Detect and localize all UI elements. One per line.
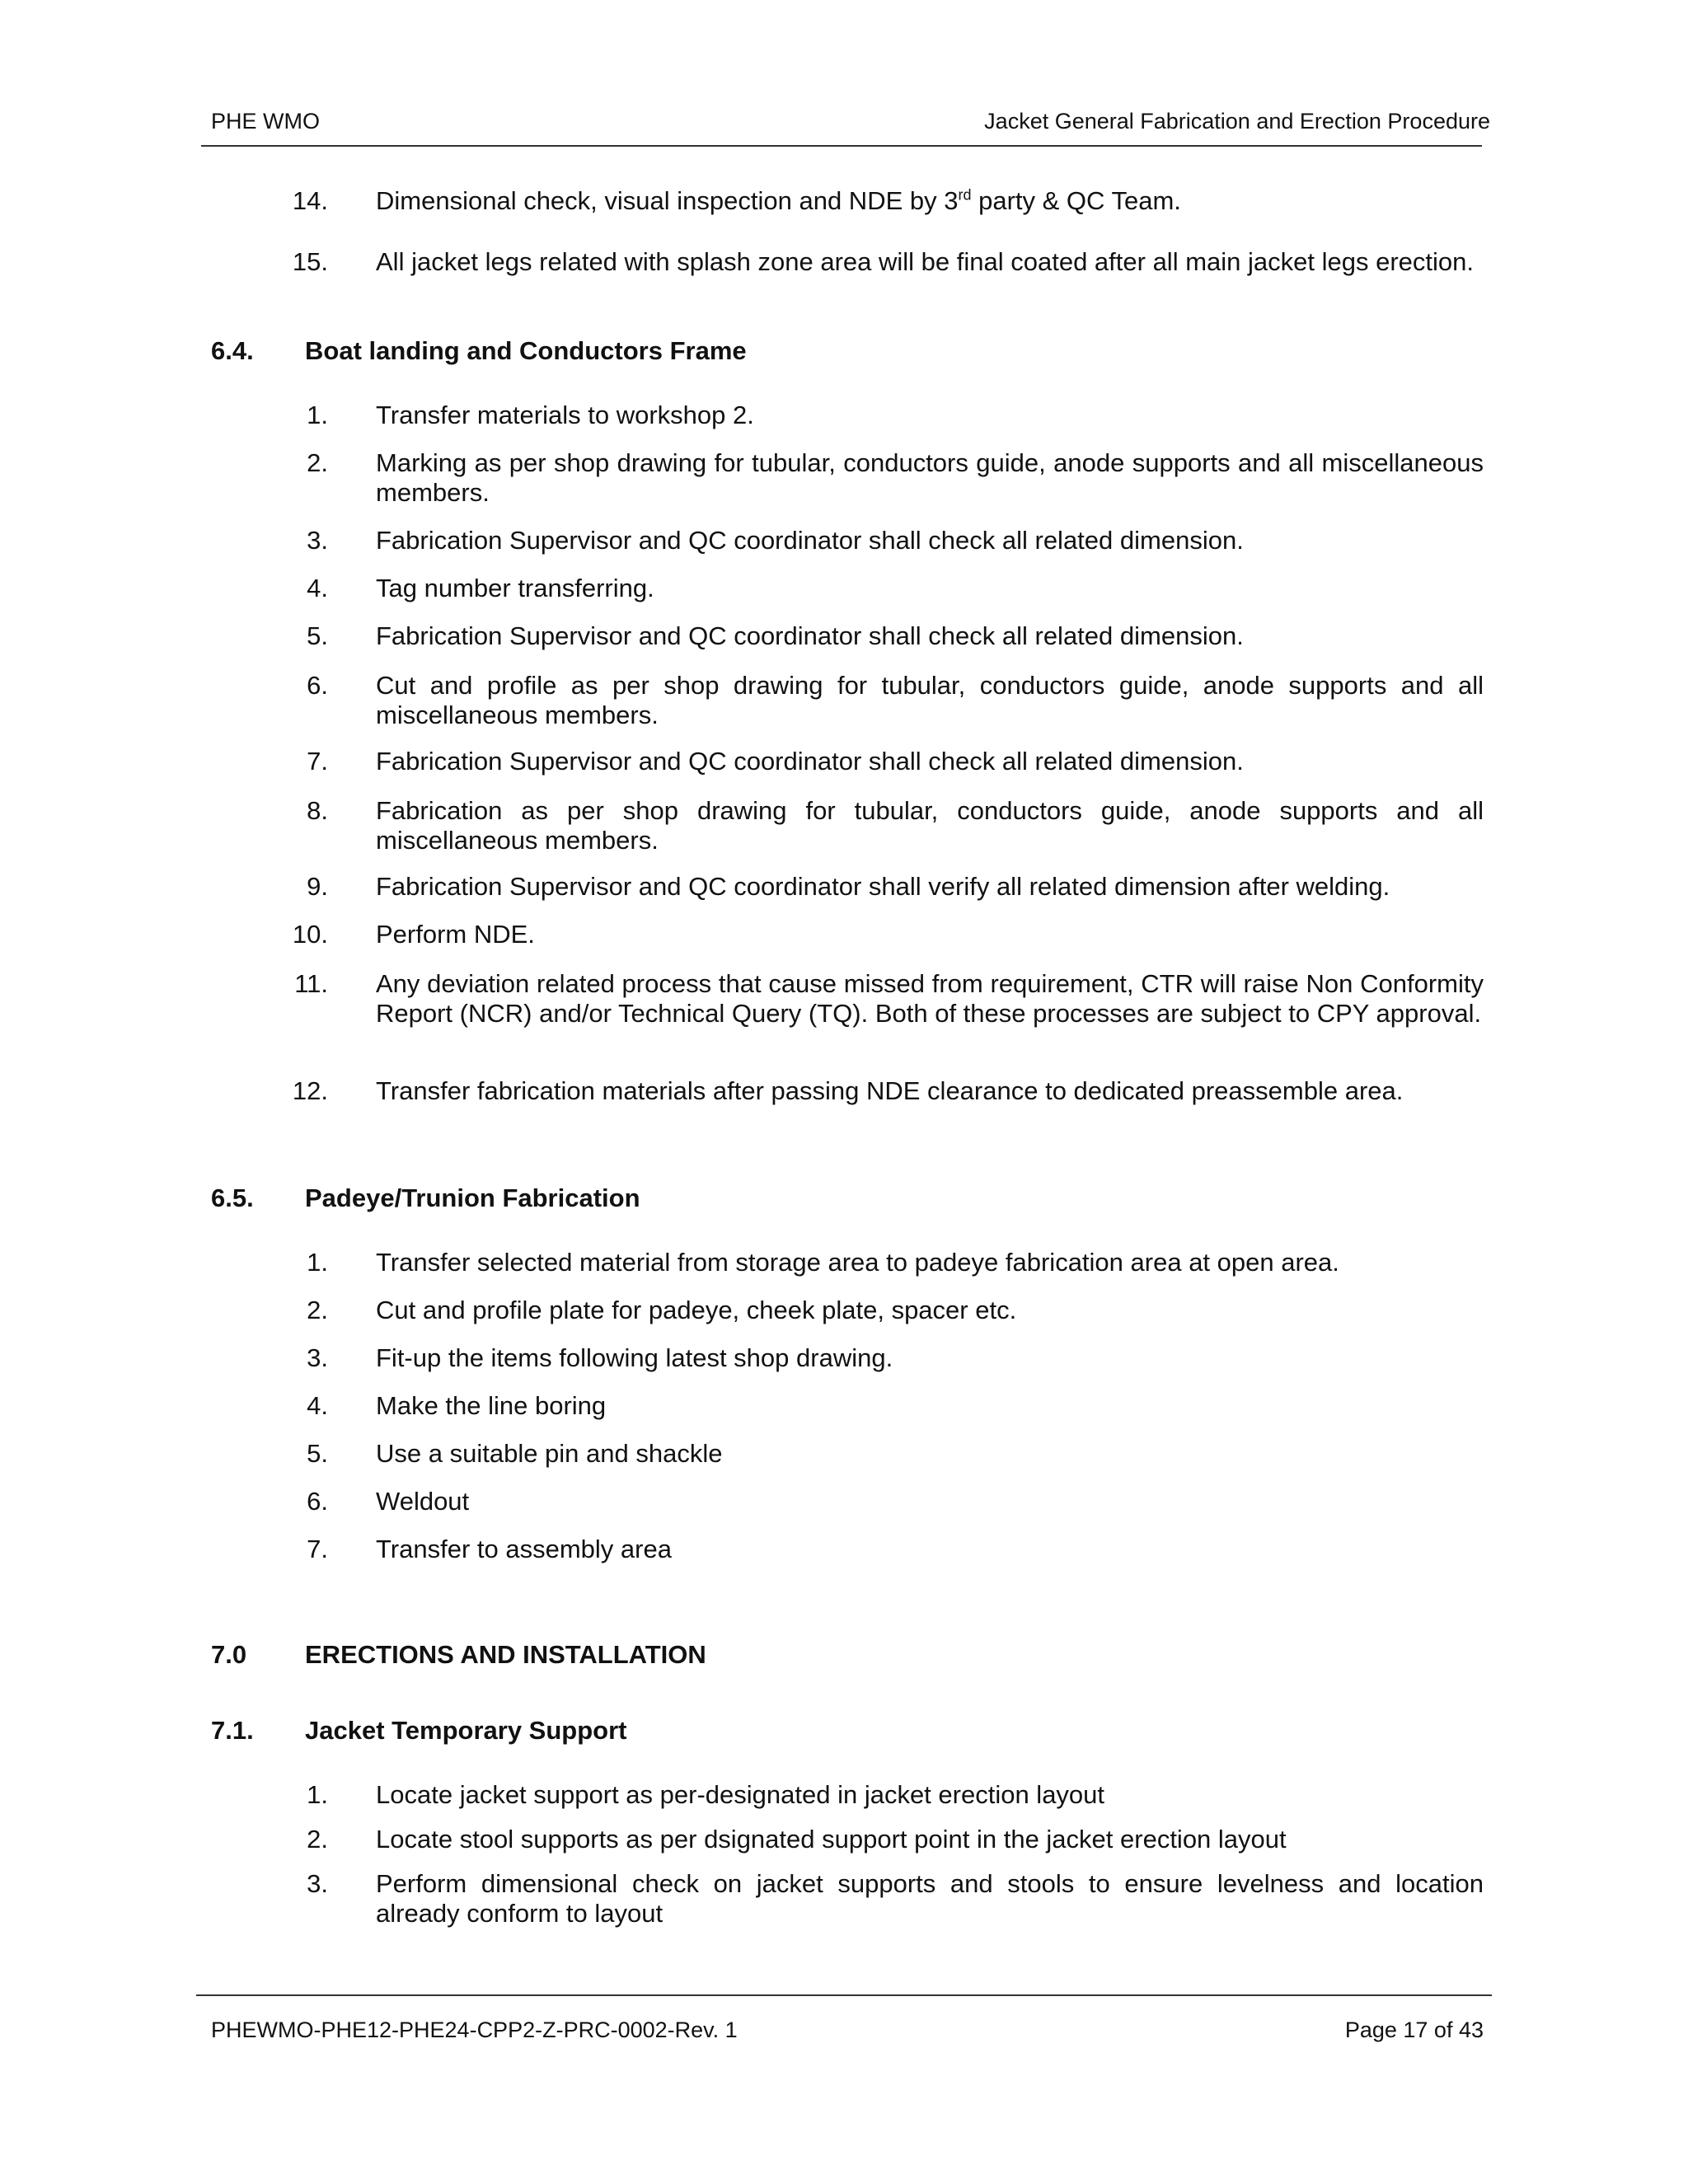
list-item-text: Perform dimensional check on jacket supports and stools to ensure levelness and location already conform to layout [376, 1869, 1484, 1928]
list-item-number: 2. [307, 1825, 328, 1854]
list-item-text: Transfer to assembly area [376, 1535, 672, 1563]
list-item-number: 14. [292, 186, 328, 215]
list-item-text: Transfer selected material from storage area to padeye fabrication area at open area. [376, 1248, 1339, 1277]
section-number: 7.1. [211, 1716, 254, 1745]
list-item-number: 8. [307, 796, 328, 825]
list-item-text: Fabrication as per shop drawing for tubular, conductors guide, anode supports and all miscellaneous members. [376, 796, 1484, 855]
footer-document-number: PHEWMO-PHE12-PHE24-CPP2-Z-PRC-0002-Rev. 1 [211, 2018, 738, 2042]
list-item-number: 10. [292, 920, 328, 949]
list-item-text: Use a suitable pin and shackle [376, 1439, 723, 1468]
list-item-number: 1. [307, 1780, 328, 1809]
list-item-text: Fit-up the items following latest shop drawing. [376, 1343, 893, 1372]
list-item-text: Fabrication Supervisor and QC coordinator shall verify all related dimension after welding. [376, 872, 1390, 901]
list-item-number: 2. [307, 1296, 328, 1324]
list-item-text: Transfer materials to workshop 2. [376, 401, 754, 429]
list-item-number: 12. [292, 1076, 328, 1105]
list-item-text: Perform NDE. [376, 920, 535, 949]
list-item-number: 1. [307, 1248, 328, 1277]
section-number: 6.4. [211, 336, 254, 365]
list-item-number: 3. [307, 1343, 328, 1372]
list-item-text: Locate stool supports as per dsignated support point in the jacket erection layout [376, 1825, 1287, 1854]
list-item-text: Locate jacket support as per-designated in jacket erection layout [376, 1780, 1105, 1809]
list-item-text: Weldout [376, 1487, 470, 1516]
list-item-number: 2. [307, 448, 328, 477]
list-item-text: Cut and profile plate for padeye, cheek plate, spacer etc. [376, 1296, 1017, 1324]
list-item-text: Fabrication Supervisor and QC coordinator shall check all related dimension. [376, 747, 1244, 776]
list-item-number: 1. [307, 401, 328, 429]
header-left: PHE WMO [211, 109, 320, 134]
list-item-number: 3. [307, 1869, 328, 1898]
list-item-text: Tag number transferring. [376, 574, 654, 602]
list-item-text: All jacket legs related with splash zone area will be final coated after all main jacket legs erection. [376, 247, 1474, 276]
list-item-number: 5. [307, 1439, 328, 1468]
section-number: 6.5. [211, 1183, 254, 1212]
list-item-number: 5. [307, 621, 328, 650]
list-item-number: 3. [307, 526, 328, 555]
section-title: ERECTIONS AND INSTALLATION [305, 1640, 706, 1669]
list-item-number: 9. [307, 872, 328, 901]
header-right: Jacket General Fabrication and Erection Procedure [984, 109, 1490, 134]
list-item-number: 7. [307, 1535, 328, 1563]
list-item-text: Fabrication Supervisor and QC coordinator shall check all related dimension. [376, 621, 1244, 650]
footer-page-number: Page 17 of 43 [1344, 2018, 1484, 2042]
list-item-number: 6. [307, 671, 328, 700]
list-item-number: 6. [307, 1487, 328, 1516]
footer-rule [196, 1994, 1492, 1996]
list-item-number: 4. [307, 574, 328, 602]
list-item-number: 15. [292, 247, 328, 276]
section-title: Padeye/Trunion Fabrication [305, 1183, 640, 1212]
list-item-text: Transfer fabrication materials after passing NDE clearance to dedicated preassemble area. [376, 1076, 1404, 1105]
list-item-text: Marking as per shop drawing for tubular, conductors guide, anode supports and all miscellaneous members. [376, 448, 1484, 507]
section-title: Boat landing and Conductors Frame [305, 336, 747, 365]
list-item-text: Dimensional check, visual inspection and NDE by 3rd party & QC Team. [376, 186, 1181, 215]
list-item-text: Fabrication Supervisor and QC coordinator shall check all related dimension. [376, 526, 1244, 555]
superscript: rd [958, 186, 972, 204]
section-number: 7.0 [211, 1640, 247, 1669]
section-title: Jacket Temporary Support [305, 1716, 627, 1745]
list-item-text: Make the line boring [376, 1391, 607, 1420]
header-rule [201, 145, 1482, 147]
list-item-text: Any deviation related process that cause missed from requirement, CTR will raise Non Conformity Report (NCR) and/or Technical Query (TQ). Both of these processes are subject to CPY approval. [376, 969, 1484, 1028]
list-item-text: Cut and profile as per shop drawing for tubular, conductors guide, anode supports and all miscellaneous members. [376, 671, 1484, 729]
list-item-number: 7. [307, 747, 328, 776]
list-item-number: 4. [307, 1391, 328, 1420]
list-item-number: 11. [294, 969, 328, 998]
